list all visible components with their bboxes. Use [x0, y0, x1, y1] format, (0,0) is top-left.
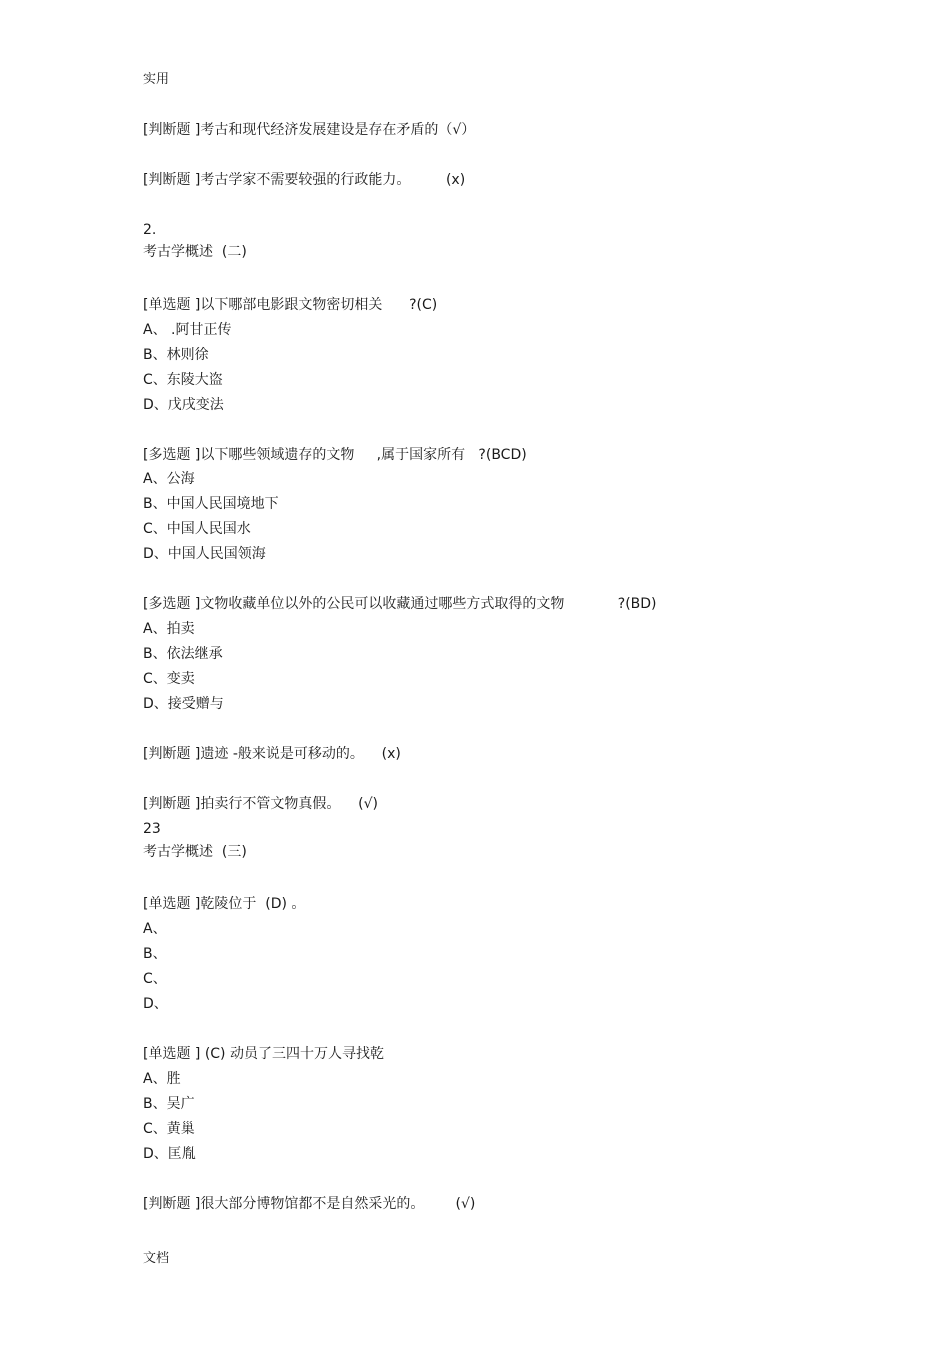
- section-title: 考古学概述 (三): [143, 844, 247, 860]
- question-judge-5: [判断题 ]很大部分博物馆都不是自然采光的。 (√): [143, 1196, 476, 1212]
- page-footer: 文档: [143, 1251, 170, 1266]
- question-single-1: [单选题 ]以下哪部电影跟文物密切相关 ?(C): [143, 297, 438, 313]
- option-b: B、中国人民国境地下: [143, 496, 279, 512]
- option-d: D、匡胤: [143, 1146, 196, 1162]
- option-c: C、: [143, 971, 167, 987]
- option-c: C、黄巢: [143, 1121, 195, 1137]
- option-b: B、吴广: [143, 1096, 195, 1112]
- option-b: B、依法继承: [143, 646, 223, 662]
- option-a: A、公海: [143, 471, 195, 487]
- option-d: D、中国人民国领海: [143, 546, 266, 562]
- option-a: A、 .阿甘正传: [143, 322, 232, 338]
- option-c: C、东陵大盗: [143, 372, 223, 388]
- option-c: C、中国人民国水: [143, 521, 251, 537]
- option-b: B、: [143, 946, 167, 962]
- question-multi-1: [多选题 ]以下哪些领域遗存的文物 ,属于国家所有 ?(BCD): [143, 447, 527, 463]
- question-single-3: [单选题 ] (C) 动员了三四十万人寻找乾: [143, 1046, 384, 1062]
- question-judge-4: [判断题 ]拍卖行不管文物真假。 (√): [143, 796, 379, 812]
- question-judge-3: [判断题 ]遗迹 -般来说是可移动的。 (x): [143, 746, 401, 762]
- option-d: D、接受赠与: [143, 696, 224, 712]
- page-header: 实用: [143, 72, 170, 87]
- option-b: B、林则徐: [143, 347, 209, 363]
- section-title: 考古学概述 (二): [143, 244, 247, 260]
- option-a: A、胜: [143, 1071, 181, 1087]
- question-multi-2: [多选题 ]文物收藏单位以外的公民可以收藏通过哪些方式取得的文物 ?(BD): [143, 596, 657, 612]
- option-c: C、变卖: [143, 671, 195, 687]
- question-judge-1: [判断题 ]考古和现代经济发展建设是存在矛盾的（√）: [143, 122, 476, 138]
- section-number: 23: [143, 821, 161, 837]
- option-d: D、: [143, 996, 168, 1012]
- question-judge-2: [判断题 ]考古学家不需要较强的行政能力。 (x): [143, 172, 466, 188]
- question-single-2: [单选题 ]乾陵位于 (D) 。: [143, 896, 306, 912]
- option-d: D、戊戌变法: [143, 397, 224, 413]
- option-a: A、: [143, 921, 167, 937]
- option-a: A、拍卖: [143, 621, 195, 637]
- section-number: 2.: [143, 222, 157, 238]
